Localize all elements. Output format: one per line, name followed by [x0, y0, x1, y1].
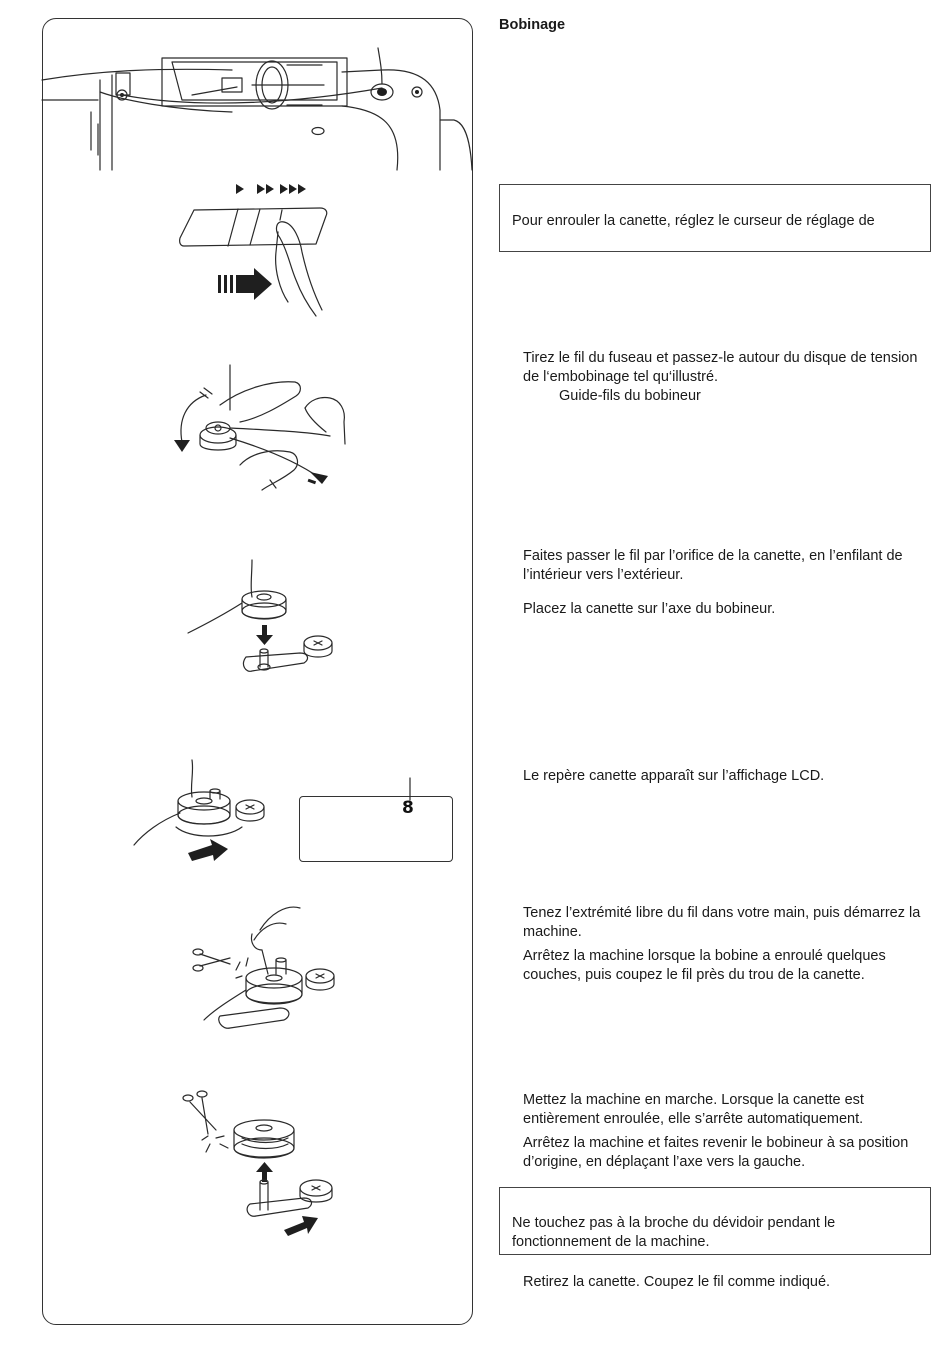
step1-line2: Guide-fils du bobineur — [559, 388, 701, 404]
bobbin-placement-illustration — [180, 555, 350, 685]
note-warning-text: Ne touchez pas à la broche du dévidoir pendant le fonctionnement de la machine. — [512, 1215, 836, 1250]
step1-text — [523, 349, 933, 406]
lcd-display — [299, 796, 453, 862]
step1-line1: Tirez le fil du fuseau et passez-le autour du disque de tension de l‘embobinage tel qu‘illustré. — [523, 350, 918, 385]
note-speed-text: Pour enrouler la canette, réglez le curseur de réglage de — [512, 213, 875, 229]
note-box-speed — [499, 184, 931, 252]
machine-top-illustration — [42, 40, 473, 170]
lcd-pointer-line — [405, 778, 415, 802]
note-box-warning — [499, 1187, 931, 1255]
step6-line1: Retirez la canette. Coupez le fil comme indiqué. — [523, 1274, 831, 1290]
step2-line1: Faites passer le fil par l’orifice de la canette, en l’enfilant de l’intérieur vers l’extérieur. — [523, 548, 903, 583]
step5-text — [523, 1091, 937, 1172]
step2-line2: Placez la canette sur l’axe du bobineur. — [523, 601, 776, 617]
cut-thread-illustration — [190, 900, 350, 1045]
step3-line1: Le repère canette apparaît sur l’affichage LCD. — [523, 768, 825, 784]
step4-line2: Arrêtez la machine lorsque la bobine a enroulé quelques couches, puis coupez le fil près du trou de la canette. — [523, 948, 886, 983]
step6-text — [523, 1273, 933, 1292]
bobbin-push-illustration — [130, 755, 270, 870]
step4-line1: Tenez l’extrémité libre du fil dans votre main, puis démarrez la machine. — [523, 905, 921, 940]
thread-tension-illustration — [170, 360, 360, 500]
speed-slider-illustration — [170, 180, 350, 320]
step5-line2: Arrêtez la machine et faites revenir le bobineur à sa position d’origine, en déplaçant l’axe vers la gauche. — [523, 1135, 909, 1170]
step3-text — [523, 767, 933, 786]
step4-text — [523, 904, 935, 985]
bobbin-removal-illustration — [180, 1090, 350, 1240]
section-title: Bobinage — [499, 17, 566, 33]
step2-text — [523, 547, 933, 619]
step5-line1: Mettez la machine en marche. Lorsque la canette est entièrement enroulée, elle s’arrête automatiquement. — [523, 1092, 864, 1127]
bobbin-symbol-icon: 8 — [402, 798, 414, 818]
